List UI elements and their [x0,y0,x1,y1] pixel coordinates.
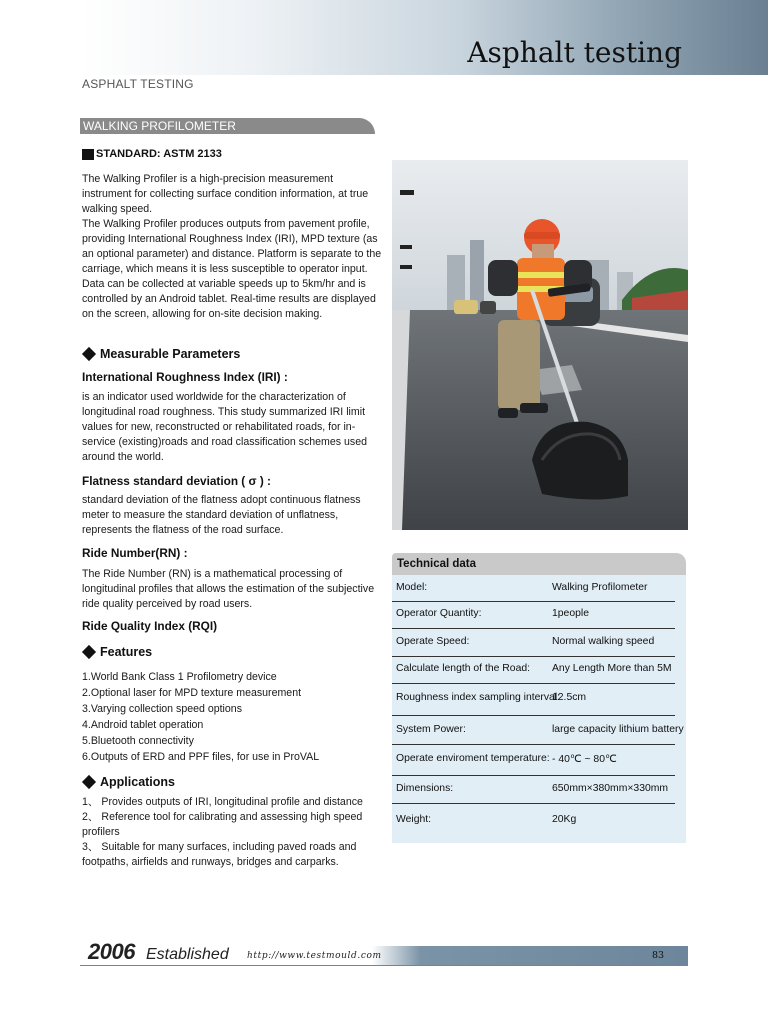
iri-title: International Roughness Index (IRI) : [82,370,288,384]
subsection-title: WALKING PROFILOMETER [80,118,375,134]
features-heading [82,645,152,659]
spec-label: Operate Speed: [396,636,470,647]
measurable-heading-text: Measurable Parameters [100,347,241,361]
website-link[interactable]: http://www.testmould.com [247,951,382,961]
technical-data-heading: Technical data [392,553,686,575]
list-item: 1.World Bank Class 1 Profilometry device [82,671,277,683]
spec-label: System Power: [396,724,466,735]
spec-label: Calculate length of the Road: [396,663,531,674]
iri-text: is an indicator used worldwide for the characterization of longitudinal road roughness. This study summarized IRI limit values for new, reconstructed or rehabilitated roads, for in-service (existing)roads and road classification schemes used around the world. [82,391,367,463]
spec-value: large capacity lithium battery [552,724,684,735]
spec-value: - 40℃ ~ 80℃ [552,754,617,765]
row-divider [392,683,675,684]
features-heading-text: Features [100,645,153,659]
square-bullet-icon [82,149,94,160]
list-item: 2.Optional laser for MPD texture measurement [82,687,302,699]
spec-value: Walking Profilometer [552,582,648,593]
spec-value: Any Length More than 5M [552,663,672,674]
spec-value: 20Kg [552,814,577,825]
spec-value: 12.5cm [552,692,587,703]
row-divider [392,656,675,657]
page-number: 83 [652,950,665,961]
measurable-heading [82,347,240,361]
rn-text: The Ride Number (RN) is a mathematical processing of longitudinal profiles that allows the estimation of the subjective ride quality perceived by road users. [82,568,375,610]
spec-label: Operator Quantity: [396,608,482,619]
applications-heading-text: Applications [100,775,176,789]
spec-value: Normal walking speed [552,636,655,647]
row-divider [392,601,675,602]
flatness-text: standard deviation of the flatness adopt continuous flatness meter to measure the standard deviation of unflatness, represents the flatness of the road surface. [82,494,361,536]
list-item: 3.Varying collection speed options [82,703,242,715]
list-item: 3、 Suitable for many surfaces, including paved roads and footpaths, airfields and runways, bridges and carparks. [82,841,357,868]
spec-label: Dimensions: [396,783,454,794]
intro-paragraph-2: The Walking Profiler produces outputs from pavement profile, providing International Roughness Index (IRI), MPD texture (as an optional parameter) and distance. Platform is separate to the carriage, which means it is less susceptible to operator input. Data can be collected at variable speeds up to 5km/hr and is controlled by an Android tablet. Real-time results are displayed on the screen, allowing for on-site decision making. [82,218,382,320]
diamond-bullet-icon [82,775,96,789]
spec-label: Operate enviroment temperature: [396,753,550,764]
diamond-bullet-icon [82,645,96,659]
technical-data-panel [392,553,686,843]
flatness-title: Flatness standard deviation ( σ ) : [82,474,271,488]
list-item: 2、 Reference tool for calibrating and assessing high speed profilers [82,811,363,838]
list-item: 6.Outputs of ERD and PPF files, for use in ProVAL [82,751,320,763]
footer-line [80,965,688,966]
standard-label [82,148,222,160]
row-divider [392,775,675,776]
rn-title: Ride Number(RN) : [82,546,188,560]
features-list [82,669,382,765]
road-scene-illustration [392,160,688,530]
established-year: 2006 [88,939,135,964]
list-item: 4.Android tablet operation [82,719,204,731]
list-item: 1、 Provides outputs of IRI, longitudinal profile and distance [82,796,363,808]
row-divider [392,715,675,716]
intro-text [82,172,382,322]
row-divider [392,628,675,629]
spec-label: Weight: [396,814,432,825]
row-divider [392,803,675,804]
standard-text: STANDARD: ASTM 2133 [96,148,222,160]
intro-paragraph-1: The Walking Profiler is a high-precision measurement instrument for collecting surface condition information, at true walking speed. [82,173,369,215]
section-label: ASPHALT TESTING [82,77,194,91]
rqi-title: Ride Quality Index (RQI) [82,619,218,633]
established-label: Established [146,946,229,963]
spec-value: 1people [552,608,589,619]
row-divider [392,744,675,745]
spec-label: Roughness index sampling interval: [396,692,561,703]
page-title: Asphalt testing [467,36,682,69]
spec-value: 650mm×380mm×330mm [552,783,669,794]
applications-heading [82,775,175,789]
list-item: 5.Bluetooth connectivity [82,735,194,747]
product-photo [392,160,688,530]
spec-label: Model: [396,582,428,593]
applications-list [82,795,387,870]
diamond-bullet-icon [82,347,96,361]
